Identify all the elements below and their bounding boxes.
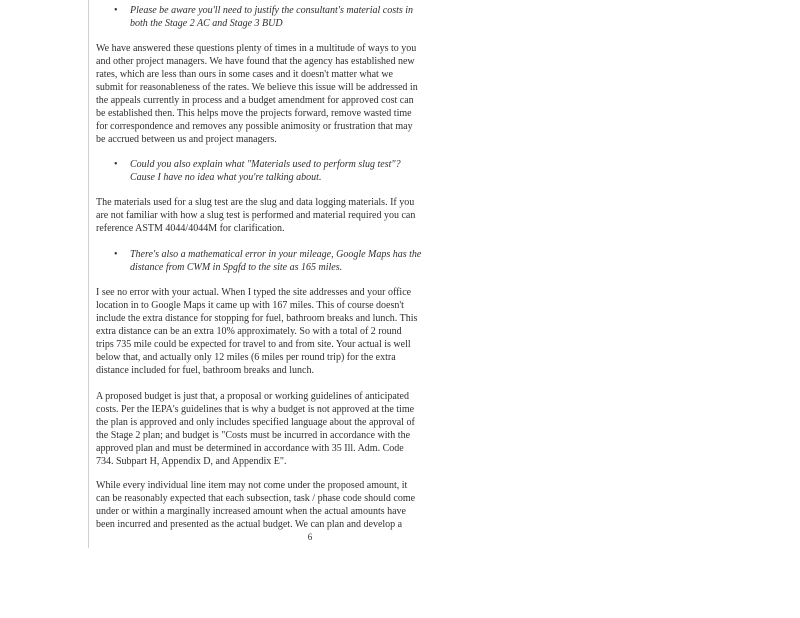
text-line: The materials used for a slug test are the slug and data logging materials. If you	[96, 197, 415, 208]
paragraph	[96, 479, 460, 531]
bullet-symbol: •	[114, 5, 118, 16]
paragraph	[96, 196, 460, 235]
text-line: 734. Subpart H, Appendix D, and Appendix E".	[96, 456, 287, 467]
text-line: and other project managers. We have found that the agency has established new	[96, 56, 415, 67]
text-line: be accrued between us and project managers.	[96, 134, 277, 145]
page-edge-line	[88, 0, 89, 548]
text-line: the plan is approved and only includes specified language about the approval of	[96, 417, 415, 428]
bullet-text	[130, 158, 401, 184]
bullet-text	[130, 4, 413, 30]
paragraph	[96, 42, 460, 146]
bullet-line: distance from CWM in Spgfd to the site as 165 miles.	[130, 262, 343, 273]
text-line: submit for reasonableness of the rates. We believe this issue will be addressed in	[96, 82, 418, 93]
bullet-symbol: •	[114, 159, 118, 170]
page-number: 6	[307, 532, 313, 542]
text-line: the Stage 2 plan; and budget is "Costs must be incurred in accordance with the	[96, 430, 411, 441]
text-line: trips 735 mile could be expected for travel to and from site. Your actual is well	[96, 339, 411, 350]
text-line: While every individual line item may not come under the proposed amount, it	[96, 480, 408, 491]
text-line: rates, which are less than ours in some cases and it doesn't matter what we	[96, 69, 393, 80]
bullet-line: There's also a mathematical error in your mileage, Google Maps has the	[130, 249, 422, 260]
text-line: A proposed budget is just that, a proposal or working guidelines of anticipated	[96, 391, 409, 402]
bullet-item	[114, 158, 460, 184]
text-line: costs. Per the IEPA's guidelines that is why a budget is not approved at the time	[96, 404, 415, 415]
text-line: are not familiar with how a slug test is performed and material required you can	[96, 210, 416, 221]
bullet-line: Please be aware you'll need to justify the consultant's material costs in	[130, 5, 414, 16]
text-line: can be reasonably expected that each subsection, task / phase code should come	[96, 493, 416, 504]
text-line: for correspondence and removes any possible animosity or frustration that may	[96, 121, 413, 132]
text-line: approved plan and must be determined in accordance with 35 Ill. Adm. Code	[96, 443, 404, 454]
text-line: under or within a marginally increased amount when the actual amounts have	[96, 506, 406, 517]
text-line: been incurred and presented as the actual budget. We can plan and develop a	[96, 519, 403, 530]
text-line: distance included for fuel, bathroom breaks and lunch.	[96, 365, 314, 376]
text-line: include the extra distance for stopping for fuel, bathroom breaks and lunch. This	[96, 313, 418, 324]
text-line: reference ASTM 4044/4044M for clarification.	[96, 223, 285, 234]
bullet-line: both the Stage 2 AC and Stage 3 BUD	[130, 18, 283, 29]
text-line: We have answered these questions plenty of times in a multitude of ways to you	[96, 43, 417, 54]
text-line: extra distance can be an extra 10% approximately. So with a total of 2 round	[96, 326, 402, 337]
text-line: below that, and actually only 12 miles (6 miles per round trip) for the extra	[96, 352, 396, 363]
paragraph	[96, 390, 460, 468]
bullet-line: Could you also explain what "Materials used to perform slug test"?	[130, 159, 401, 170]
text-line: the appeals currently in process and a budget amendment for approved cost can	[96, 95, 414, 106]
text-line: location in to Google Maps it came up with 167 miles. This of course doesn't	[96, 300, 404, 311]
text-line: I see no error with your actual. When I typed the site addresses and your office	[96, 287, 412, 298]
bullet-item	[114, 248, 460, 274]
paragraph	[96, 286, 460, 377]
bullet-line: Cause I have no idea what you're talking about.	[130, 172, 322, 183]
bullet-text	[130, 248, 421, 274]
bullet-symbol: •	[114, 249, 118, 260]
bullet-item	[114, 4, 460, 30]
text-line: be established then. This helps move the projects forward, remove wasted time	[96, 108, 412, 119]
